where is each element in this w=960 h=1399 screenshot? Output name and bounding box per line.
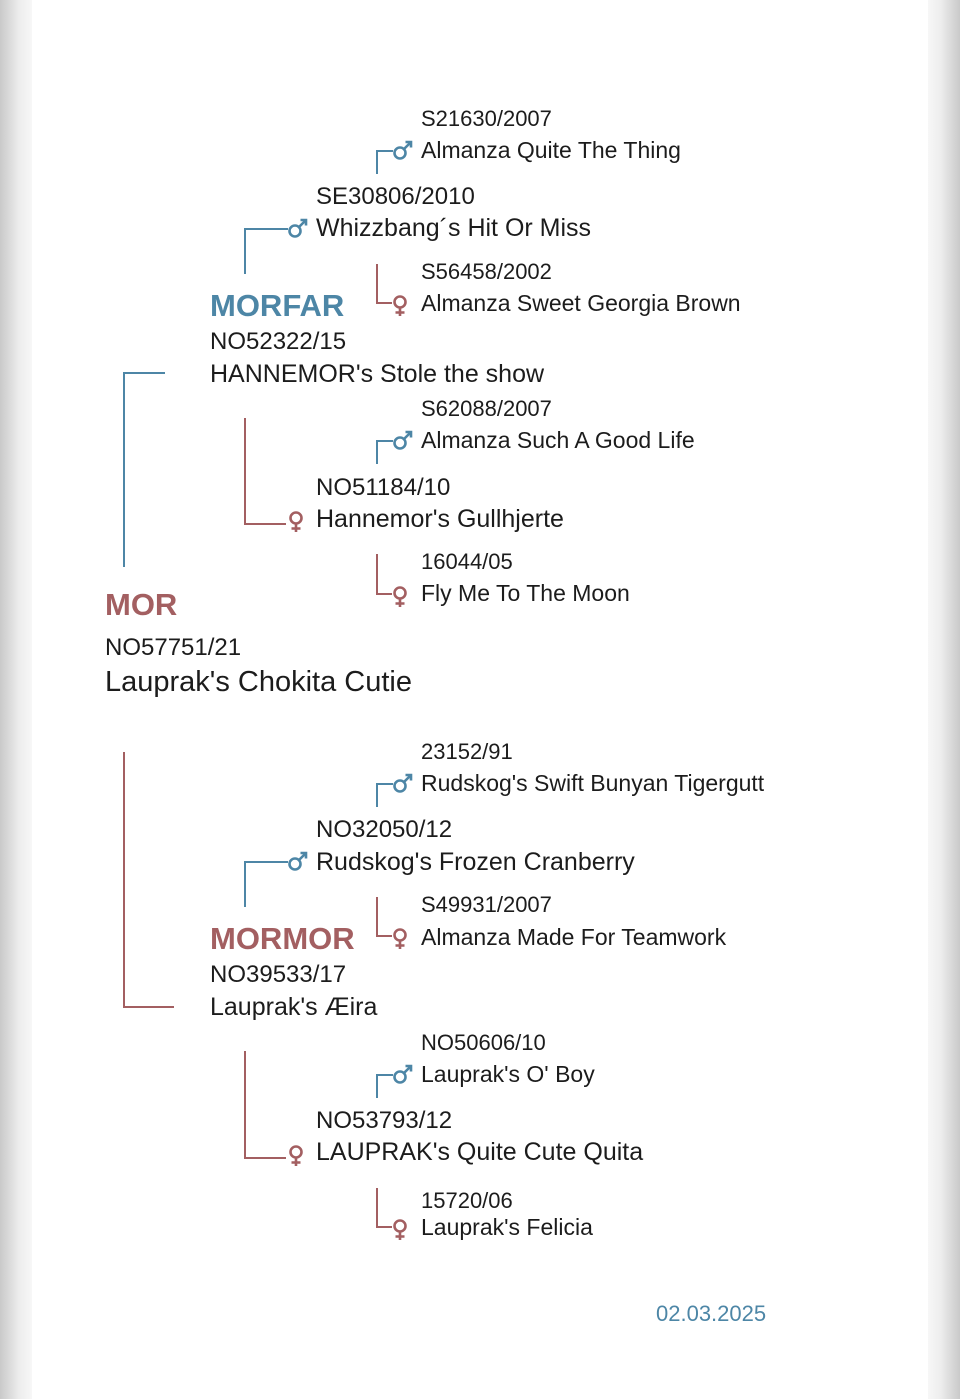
female-symbol-icon (391, 1218, 409, 1242)
male-symbol-icon (392, 773, 414, 795)
morfar-ss-tick (376, 150, 393, 152)
mor-name: Lauprak's Chokita Cutie (105, 666, 412, 698)
mormor-ds-tick (376, 1074, 393, 1076)
mormor-ds-line (376, 1074, 378, 1098)
mormor-ss-reg: 23152/91 (421, 739, 513, 764)
female-symbol-icon (391, 585, 409, 609)
mormor-sd-line (376, 897, 378, 937)
mor-heading: MOR (105, 587, 178, 622)
mormor-sd-reg: S49931/2007 (421, 892, 552, 917)
mormor-sire-line (244, 861, 246, 907)
mormor-dam-name: LAUPRAK's Quite Cute Quita (316, 1138, 644, 1166)
mor-to-morfar-line (123, 372, 125, 567)
morfar-dd-tick (376, 593, 392, 595)
morfar-sd-tick (376, 302, 392, 304)
morfar-sire-line (244, 228, 246, 274)
morfar-sire-tick (244, 228, 288, 230)
morfar-sire-name: Whizzbang´s Hit Or Miss (316, 214, 592, 242)
male-symbol-icon (287, 218, 309, 240)
footer-date: 02.03.2025 (656, 1301, 767, 1326)
morfar-ss-name: Almanza Quite The Thing (421, 137, 681, 163)
morfar-ds-line (376, 440, 378, 464)
mormor-dd-line (376, 1188, 378, 1228)
female-symbol-icon (287, 510, 305, 534)
morfar-dd-name: Fly Me To The Moon (421, 580, 630, 606)
mor-to-morfar-tick (123, 372, 165, 374)
female-symbol-icon (391, 927, 409, 951)
morfar-name: HANNEMOR's Stole the show (210, 360, 545, 388)
female-symbol-icon (391, 294, 409, 318)
morfar-dam-reg: NO51184/10 (316, 474, 451, 501)
mormor-ds-name: Lauprak's O' Boy (421, 1061, 595, 1087)
mormor-sire-tick (244, 861, 288, 863)
mormor-dd-tick (376, 1226, 392, 1228)
page-shadow-right (928, 0, 960, 1399)
morfar-ds-reg: S62088/2007 (421, 396, 552, 421)
mormor-dam-line (244, 1051, 246, 1159)
male-symbol-icon (392, 140, 414, 162)
mormor-dd-reg: 15720/06 (421, 1188, 513, 1213)
mormor-reg: NO39533/17 (210, 961, 347, 988)
mormor-sire-reg: NO32050/12 (316, 816, 453, 843)
female-symbol-icon (287, 1144, 305, 1168)
morfar-sd-name: Almanza Sweet Georgia Brown (421, 290, 741, 316)
mormor-heading: MORMOR (210, 921, 355, 956)
morfar-dam-tick (244, 523, 286, 525)
morfar-dam-line (244, 418, 246, 525)
male-symbol-icon (392, 430, 414, 452)
morfar-ss-line (376, 150, 378, 174)
mormor-ss-tick (376, 783, 393, 785)
mormor-dam-tick (244, 1157, 286, 1159)
morfar-ss-reg: S21630/2007 (421, 106, 552, 131)
morfar-ds-tick (376, 440, 393, 442)
morfar-dd-reg: 16044/05 (421, 549, 513, 574)
morfar-ds-name: Almanza Such A Good Life (421, 427, 695, 453)
morfar-heading: MORFAR (210, 288, 345, 323)
morfar-reg: NO52322/15 (210, 328, 347, 355)
page-shadow-left (0, 0, 32, 1399)
morfar-dam-name: Hannemor's Gullhjerte (316, 505, 564, 533)
male-symbol-icon (392, 1064, 414, 1086)
morfar-dd-line (376, 554, 378, 595)
male-symbol-icon (287, 851, 309, 873)
mormor-ss-line (376, 783, 378, 807)
mormor-ds-reg: NO50606/10 (421, 1030, 546, 1055)
mormor-sd-name: Almanza Made For Teamwork (421, 924, 727, 950)
mor-to-mormor-tick (123, 1006, 174, 1008)
mormor-name: Lauprak's Æira (210, 993, 378, 1021)
mor-to-mormor-line (123, 752, 125, 1008)
morfar-sire-reg: SE30806/2010 (316, 183, 475, 210)
mormor-ss-name: Rudskog's Swift Bunyan Tigergutt (421, 770, 765, 796)
mor-reg: NO57751/21 (105, 634, 242, 661)
mormor-sd-tick (376, 935, 392, 937)
mormor-dd-name: Lauprak's Felicia (421, 1214, 593, 1240)
mormor-dam-reg: NO53793/12 (316, 1107, 453, 1134)
mormor-sire-name: Rudskog's Frozen Cranberry (316, 848, 635, 876)
morfar-sd-line (376, 264, 378, 304)
morfar-sd-reg: S56458/2002 (421, 259, 552, 284)
